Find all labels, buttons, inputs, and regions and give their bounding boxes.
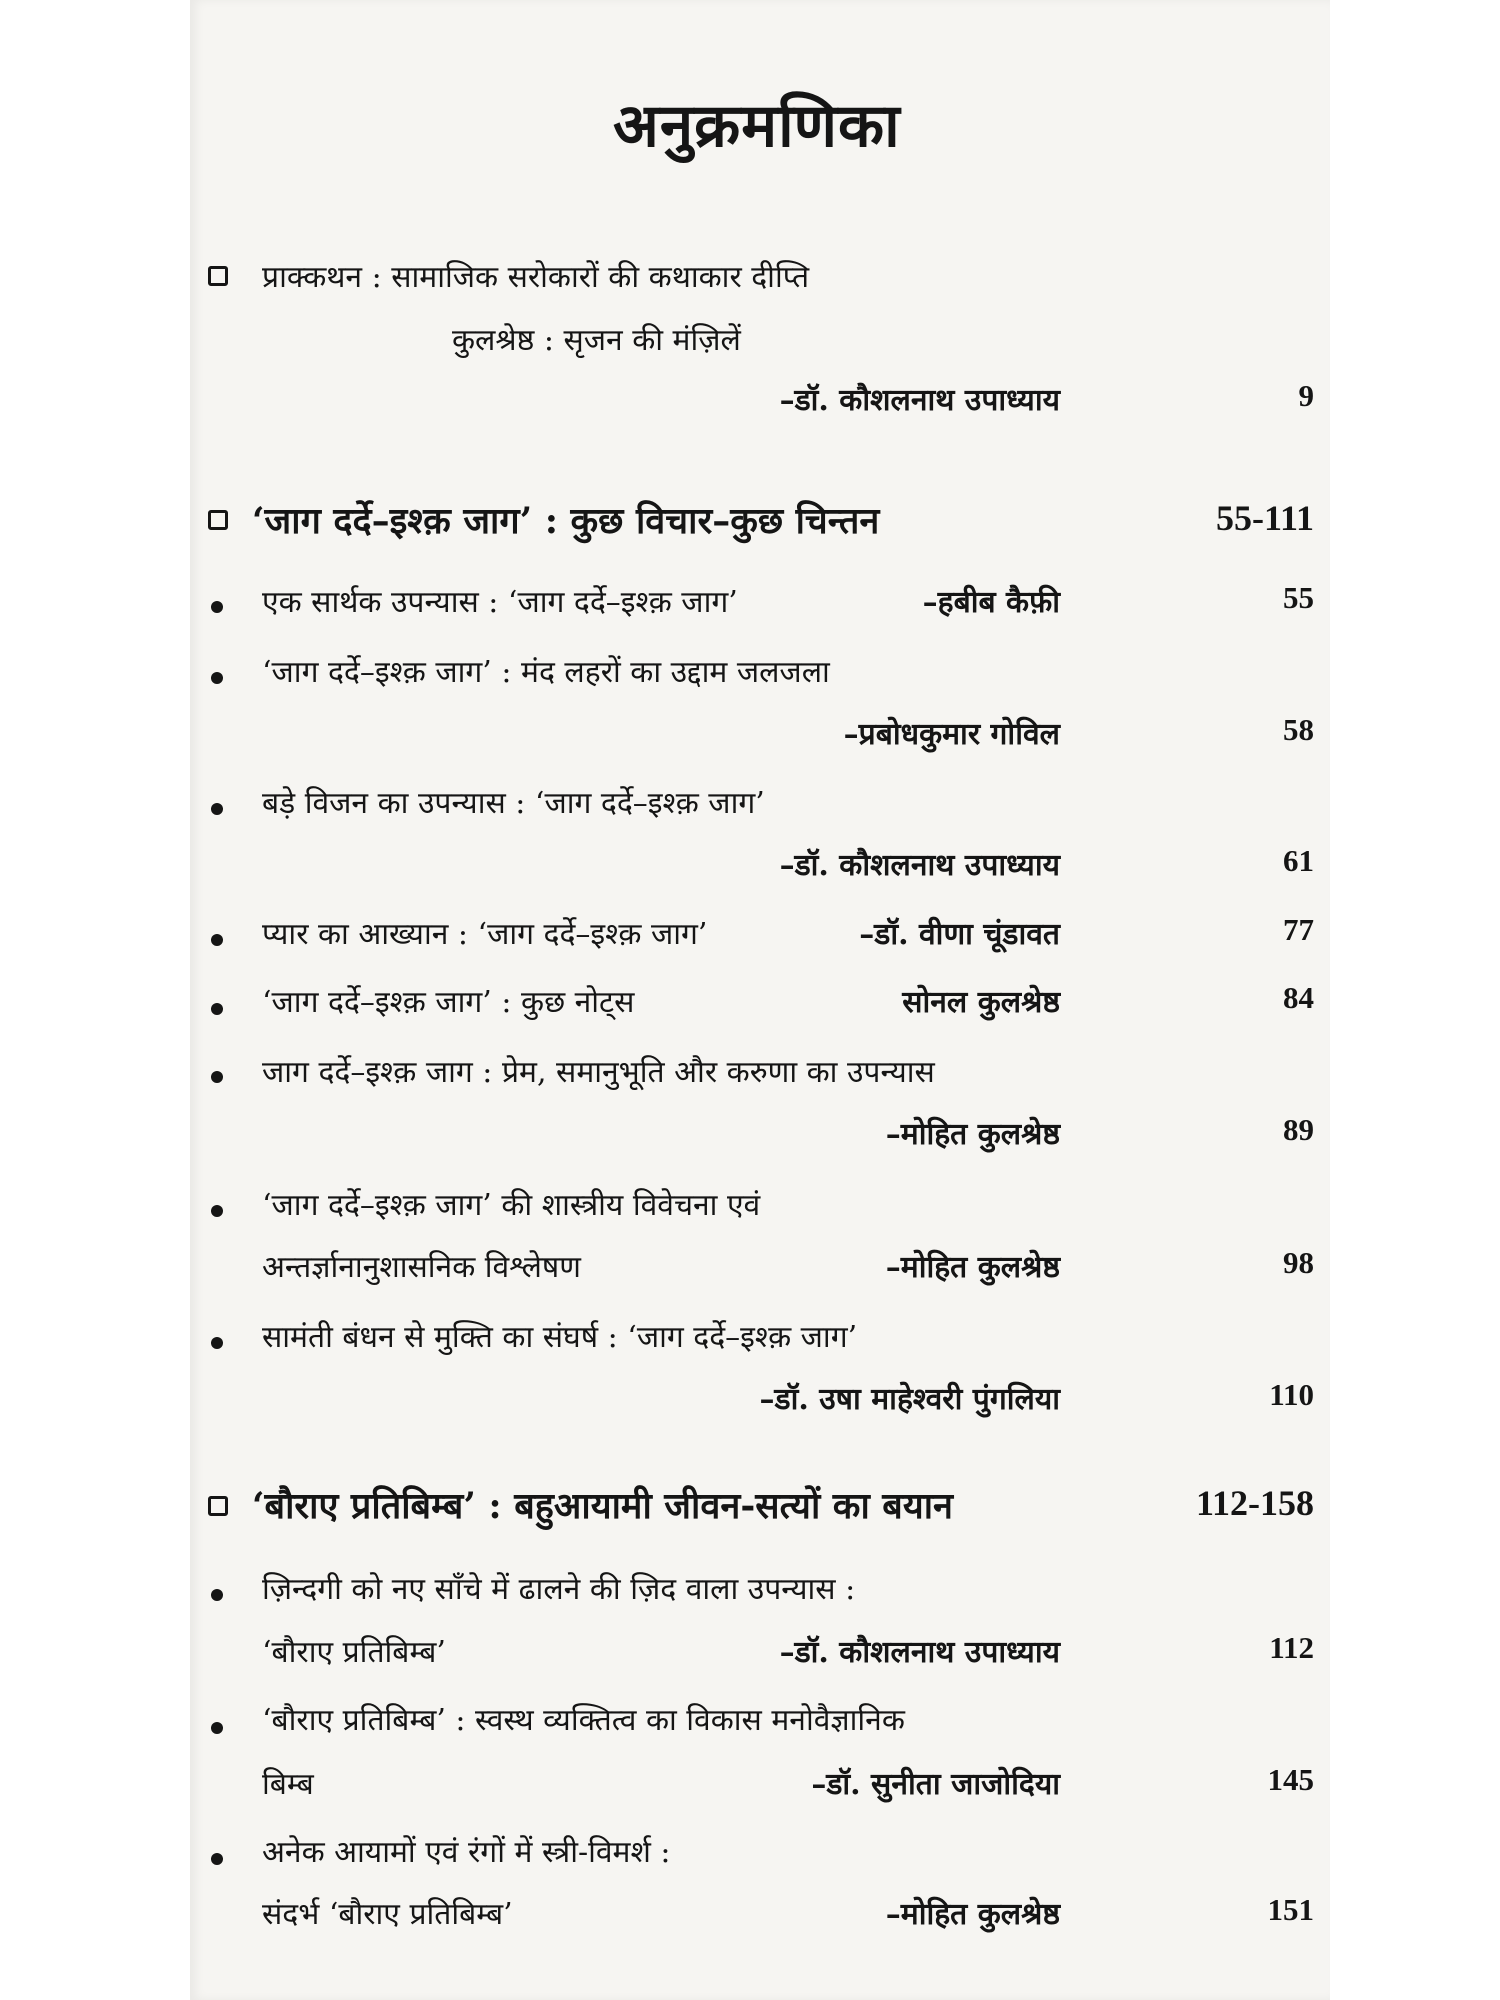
section1-pages: 55-111 [1215,498,1314,538]
s1-entry8-page: 110 [1269,1377,1314,1412]
s1-entry8-line1: सामंती बंधन से मुक्ति का संघर्ष : ‘जाग दर्दे–इश्क़ जाग’ [262,1320,858,1355]
bullet-icon [211,803,223,815]
s1-entry8-author: –डॉ. उषा माहेश्वरी पुंगलिया [759,1382,1060,1417]
s1-entry1-page: 55 [1283,580,1314,615]
bullet-icon [211,934,223,946]
s1-entry7-page: 98 [1283,1245,1314,1280]
checkbox-square-icon [208,1496,228,1516]
foreword-line1: प्राक्कथन : सामाजिक सरोकारों की कथाकार दीप्ति [262,260,810,295]
bullet-icon [211,1337,223,1349]
s1-entry6-page: 89 [1283,1112,1314,1147]
s1-entry5-author: सोनल कुलश्रेष्ठ [902,985,1060,1020]
s1-entry7-author: –मोहित कुलश्रेष्ठ [885,1250,1060,1285]
bullet-icon [211,672,223,684]
foreword-author: –डॉ. कौशलनाथ उपाध्याय [779,383,1060,418]
bullet-icon [211,1853,223,1865]
s1-entry2-author: –प्रबोधकुमार गोविल [843,717,1060,752]
s1-entry7-line1: ‘जाग दर्दे–इश्क़ जाग’ की शास्त्रीय विवेचना एवं [262,1188,761,1223]
s2-entry2-line1: ‘बौराए प्रतिबिम्ब’ : स्वस्थ व्यक्तित्व का विकास मनोवैज्ञानिक [262,1703,905,1738]
s1-entry3-page: 61 [1283,843,1314,878]
s2-entry3-line2: संदर्भ ‘बौराए प्रतिबिम्ब’ [262,1897,513,1932]
s2-entry3-line1: अनेक आयामों एवं रंगों में स्त्री-विमर्श : [262,1835,671,1870]
bullet-icon [211,601,223,613]
s1-entry4-author: –डॉ. वीणा चूंडावत [859,917,1060,952]
section2-heading: ‘बौराए प्रतिबिम्ब’ : बहुआयामी जीवन-सत्यों का बयान [252,1485,954,1527]
foreword-line2: कुलश्रेष्ठ : सृजन की मंज़िलें [452,323,741,358]
s1-entry2-page: 58 [1283,712,1314,747]
s1-entry1-author: –हबीब कैफ़ी [922,585,1060,620]
s2-entry1-line2: ‘बौराए प्रतिबिम्ब’ [262,1635,446,1670]
s1-entry5-line1: ‘जाग दर्दे–इश्क़ जाग’ : कुछ नोट्स [262,985,635,1020]
s2-entry3-page: 151 [1267,1892,1314,1927]
section2-pages: 112-158 [1195,1483,1314,1523]
page-title: अनुक्रमणिका [613,91,901,161]
s1-entry4-line1: प्यार का आख्यान : ‘जाग दर्दे–इश्क़ जाग’ [262,917,708,952]
s2-entry2-author: –डॉ. सुनीता जाजोदिया [811,1767,1060,1802]
book-page [190,0,1330,2000]
s2-entry1-author: –डॉ. कौशलनाथ उपाध्याय [779,1635,1060,1670]
s2-entry2-page: 145 [1267,1762,1314,1797]
bullet-icon [211,1003,223,1015]
s1-entry5-page: 84 [1283,980,1314,1015]
checkbox-square-icon [208,510,228,530]
bullet-icon [211,1589,223,1601]
s2-entry2-line2: बिम्ब [262,1767,314,1802]
s1-entry1-line1: एक सार्थक उपन्यास : ‘जाग दर्दे–इश्क़ जाग’ [262,585,738,620]
s2-entry1-page: 112 [1269,1630,1314,1665]
s1-entry6-line1: जाग दर्दे–इश्क़ जाग : प्रेम, समानुभूति और करुणा का उपन्यास [262,1055,935,1090]
s1-entry3-author: –डॉ. कौशलनाथ उपाध्याय [779,848,1060,883]
s1-entry7-line2: अन्तर्ज्ञानानुशासनिक विश्लेषण [262,1250,581,1285]
bullet-icon [211,1205,223,1217]
foreword-page: 9 [1298,378,1314,413]
s1-entry6-author: –मोहित कुलश्रेष्ठ [885,1117,1060,1152]
bullet-icon [211,1071,223,1083]
bullet-icon [211,1722,223,1734]
s1-entry3-line1: बड़े विजन का उपन्यास : ‘जाग दर्दे–इश्क़ जाग’ [262,786,765,821]
s2-entry3-author: –मोहित कुलश्रेष्ठ [885,1897,1060,1932]
section1-heading: ‘जाग दर्दे–इश्क़ जाग’ : कुछ विचार–कुछ चिन्तन [252,500,880,542]
s1-entry4-page: 77 [1283,912,1314,947]
s2-entry1-line1: ज़िन्दगी को नए साँचे में ढालने की ज़िद वाला उपन्यास : [262,1572,856,1607]
s1-entry2-line1: ‘जाग दर्दे–इश्क़ जाग’ : मंद लहरों का उद्दाम जलजला [262,655,830,690]
checkbox-square-icon [208,266,228,286]
